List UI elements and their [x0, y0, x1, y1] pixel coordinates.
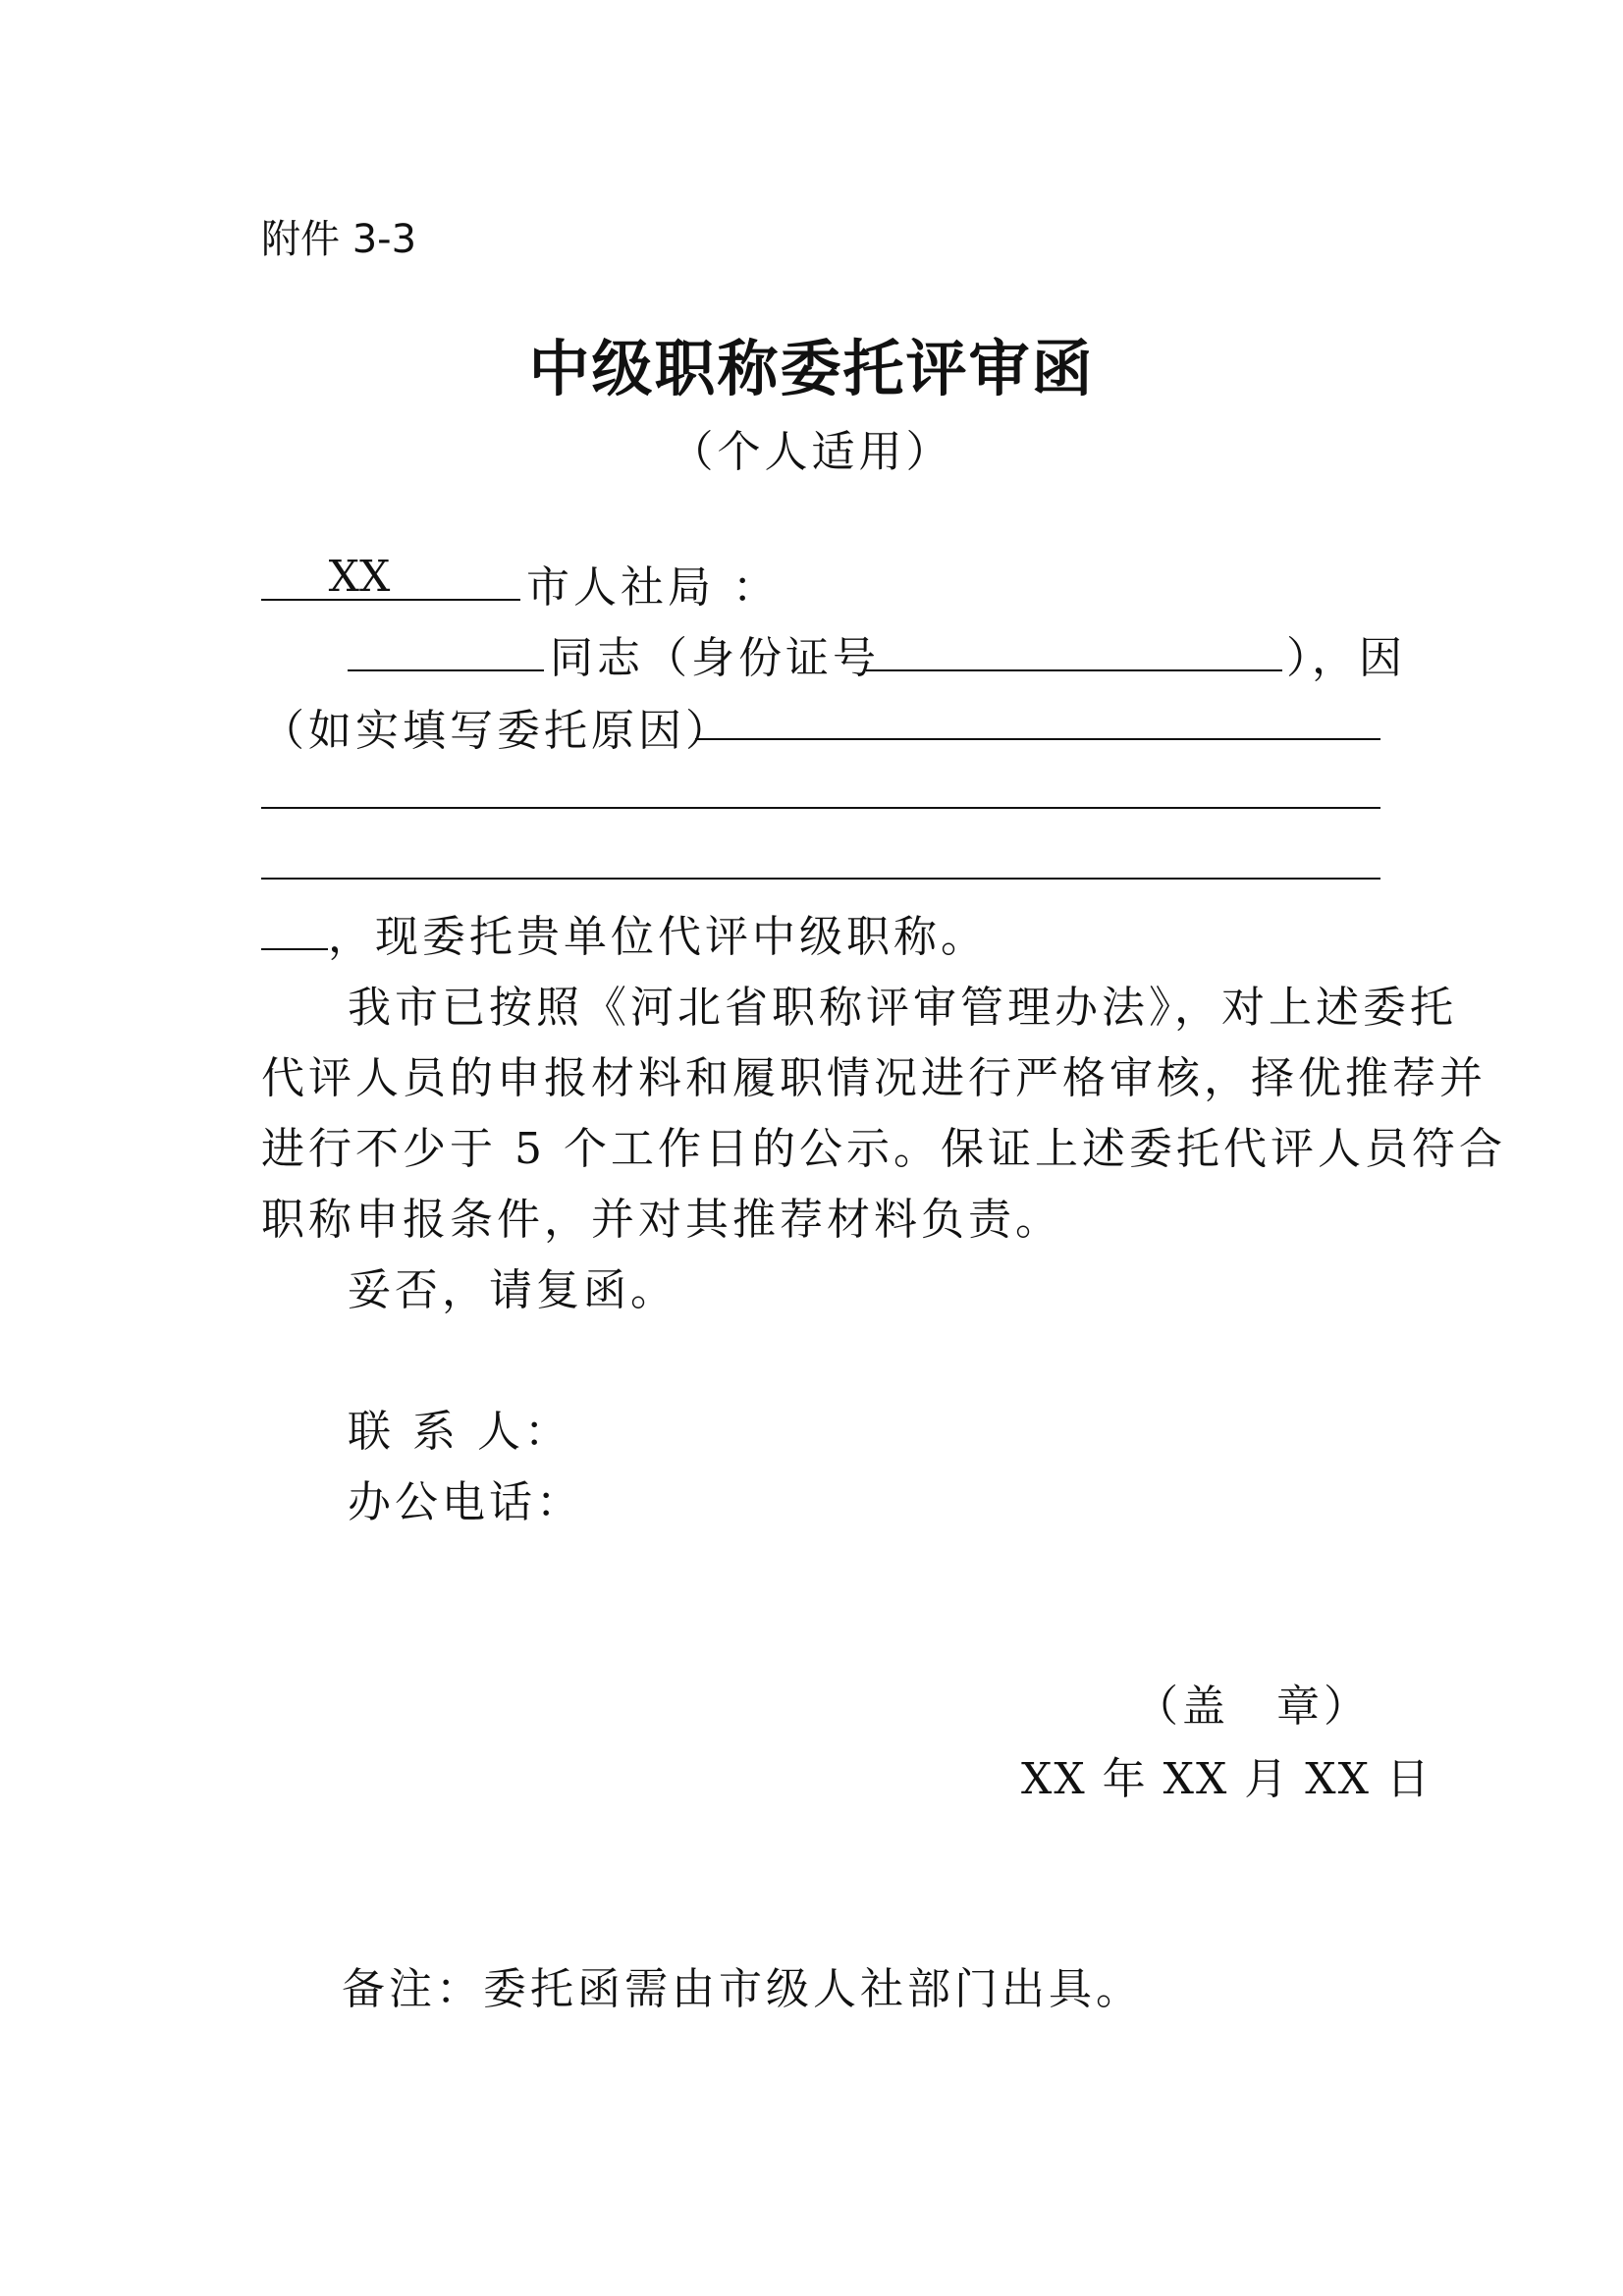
comrade-text: 同志（身份证号 [550, 633, 880, 683]
paragraph-line-3: 进行不少于 5 个工作日的公示。保证上述委托代评人员符合 [261, 1124, 1506, 1174]
paragraph-line-2: 代评人员的申报材料和履职情况进行严格审核，择优推荐并 [261, 1053, 1487, 1103]
addressee-text: 市人社局 ： [526, 562, 780, 613]
document-title: 中级职称委托评审函 [528, 333, 1095, 404]
document-subtitle: （个人适用） [670, 427, 953, 477]
reason-blank-line-2 [261, 807, 1380, 809]
date-line: XX 年 XX 月 XX 日 [1021, 1754, 1432, 1804]
footnote: 备注：委托函需由市级人社部门出具。 [342, 1964, 1143, 2014]
name-blank-line [348, 669, 544, 671]
entrust-statement: ，现委托贵单位代评中级职称。 [328, 912, 988, 962]
addressee-blank-value: XX [328, 552, 391, 602]
reason-label: （如实填写委托原因） [261, 706, 732, 756]
reason-blank-line-1 [695, 738, 1380, 740]
reply-request: 妥否，请复函。 [348, 1265, 677, 1315]
reason-blank-line-3 [261, 878, 1380, 880]
reason-blank-line-4 [261, 948, 328, 950]
comrade-close-text: ），因 [1286, 633, 1406, 683]
paragraph-line-1: 我市已按照《河北省职称评审管理办法》，对上述委托 [348, 983, 1457, 1033]
phone-label: 办公电话： [348, 1477, 583, 1527]
id-number-blank-line [866, 669, 1282, 671]
annex-label: 附件 3-3 [261, 217, 417, 262]
paragraph-line-4: 职称申报条件，并对其推荐材料负责。 [261, 1195, 1062, 1245]
seal-label: （盖 章） [1135, 1682, 1371, 1732]
contact-label: 联 系 人： [348, 1407, 571, 1457]
